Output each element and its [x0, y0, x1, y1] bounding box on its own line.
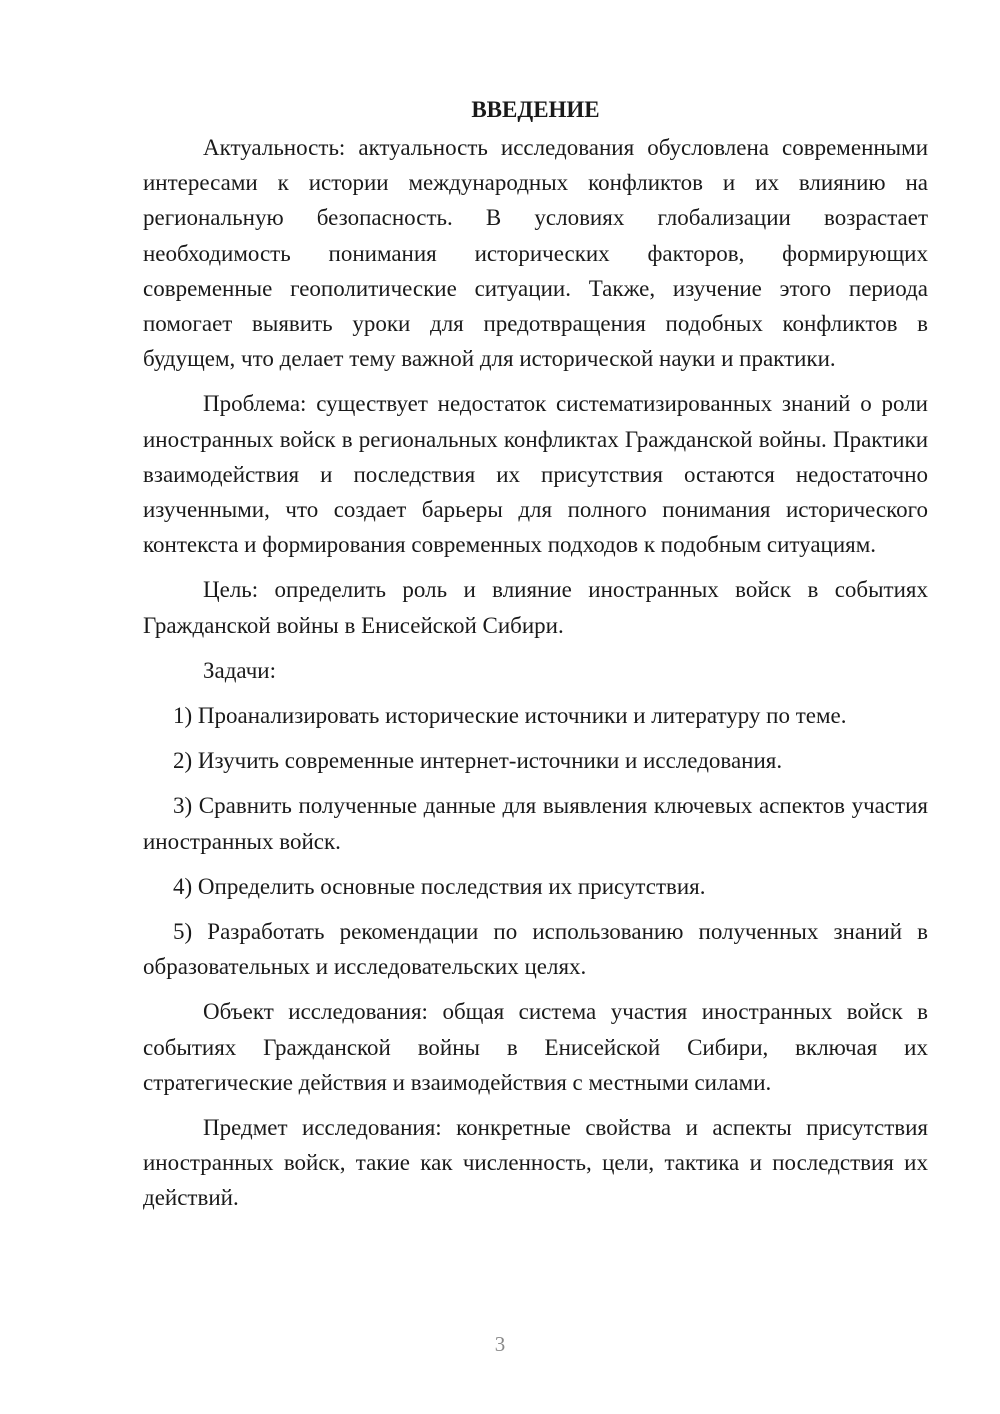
section-title: ВВЕДЕНИЕ	[471, 97, 600, 122]
task-item: 3) Сравнить полученные данные для выявления ключевых аспектов участия иностранных войск.	[143, 793, 928, 854]
research-object-paragraph: Объект исследования: общая система участия иностранных войск в событиях Гражданской войны в Енисейской Сибири, включая их стратегические действия и взаимодействия с местными силами.	[143, 999, 928, 1095]
tasks-heading: Задачи:	[203, 657, 276, 683]
task-item: 5) Разработать рекомендации по использованию полученных знаний в образовательных и исследовательских целях.	[143, 919, 928, 980]
task-item: 2) Изучить современные интернет-источники и исследования.	[173, 748, 783, 774]
page-number: 3	[494, 1332, 506, 1356]
goal-paragraph: Цель: определить роль и влияние иностранных войск в событиях Гражданской войны в Енисейской Сибири.	[143, 577, 928, 638]
task-item: 4) Определить основные последствия их присутствия.	[173, 873, 706, 899]
problem-paragraph: Проблема: существует недостаток систематизированных знаний о роли иностранных войск в региональных конфликтах Гражданской войны. Практики взаимодействия и последствия их присутствия остаются недостаточно изученными, что создает барьеры для полного понимания исторического контекста и формирования современных подходов к подобным ситуациям.	[143, 391, 928, 558]
relevance-paragraph: Актуальность: актуальность исследования обусловлена современными интересами к истории международных конфликтов и их влиянию на региональную безопасность. В условиях глобализации возрастает необходимость понимания исторических факторов, формирующих современные геополитические ситуации. Также, изучение этого периода помогает выявить уроки для предотвращения подобных конфликтов в будущем, что делает тему важной для исторической науки и практики.	[143, 135, 928, 372]
page-content	[143, 92, 928, 1226]
task-item: 1) Проанализировать исторические источники и литературу по теме.	[173, 703, 847, 729]
research-subject-paragraph: Предмет исследования: конкретные свойства и аспекты присутствия иностранных войск, такие как численность, цели, тактика и последствия их действий.	[143, 1115, 928, 1211]
